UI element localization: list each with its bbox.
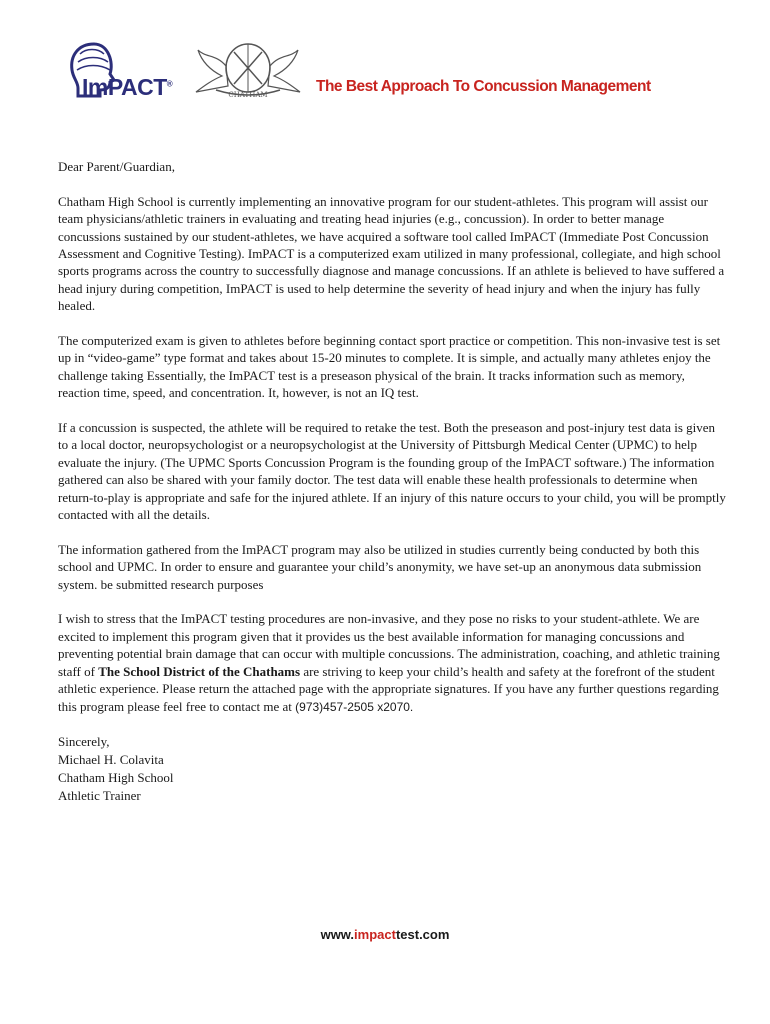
chatham-seal-icon [188, 36, 308, 100]
paragraph-concussion: If a concussion is suspected, the athlete will be required to retake the test. Both the preseason and post-injury test data is given to a local doctor, neuropsychologist or a neuropsychologist at the University of Pittsburgh Medical Center (UPMC) to help evaluate the injury. (The UPMC Sports Concussion Program is the founding group of the ImPACT software.) The information gathered can also be shared with your family doctor. The test data will enable these health professionals to determine when return-to-play is appropriate and safe for the injured athlete. If an injury of this nature occurs to your child, you will be promptly contacted with all the details. [58, 420, 726, 523]
signature-block [58, 733, 726, 805]
paragraph-closing [58, 610, 726, 715]
paragraph-intro: Chatham High School is currently implementing an innovative program for our student-athletes. This program will assist our team physicians/athletic trainers in evaluating and treating head injuries (e.g., concussion). In order to better manage concussions sustained by our student-athletes, we have acquired a software tool called ImPACT (Immediate Post Concussion Assessment and Cognitive Testing). ImPACT is a computerized exam utilized in many professional, collegiate, and high school sports programs across the country to successfully diagnose and manage concussions. If an athlete is believed to have suffered a head injury during competition, ImPACT is used to help determine the severity of head injury and when the injury has fully healed. [58, 193, 725, 314]
paragraph-closing-text-a: I wish to stress that the ImPACT testing procedures are non-invasive, and they pose no risks to your student-athlete. We are excited to implement this program given that it provides us the best available information for managing concussions and preventing potential brain damage that can occur with multiple concussions. The administration, coaching, and athletic training staff of [58, 611, 720, 679]
footer-url-highlight: impact [354, 927, 396, 942]
signer-name: Michael H. Colavita [58, 752, 164, 768]
closing: Sincerely, [58, 734, 110, 750]
paragraph-exam: The computerized exam is given to athletes before beginning contact sport practice or competition. This non-invasive test is set up in “video-game” type format and takes about 15-20 minutes to complete. It is simple, and actually many athletes enjoy the challenge taking Essentially, the ImPACT test is a preseason physical of the brain. It tracks information such as memory, reaction time, speed, and concentration. It, however, is not an IQ test. [58, 333, 721, 401]
district-name: The School District of the Chathams [98, 663, 301, 679]
contact-phone: (973)457-2505 x2070. [295, 699, 414, 714]
signer-title: Athletic Trainer [58, 788, 141, 804]
salutation: Dear Parent/Guardian, [58, 159, 175, 174]
seal-label: CHATHAM [228, 91, 268, 99]
paragraph-closing-text-b: are striving to keep your child’s health and safety at the forefront of the student athletic experience. Please return the attached page with the appropriate signatures. If you have any further questions regarding this program please feel free to contact me at [58, 663, 719, 714]
footer-url-prefix: www. [320, 927, 355, 942]
signer-organization: Chatham High School [58, 770, 174, 786]
footer-website[interactable] [0, 927, 770, 942]
impact-logo-text: ImPACT® [82, 74, 173, 100]
letter-body [58, 158, 726, 805]
tagline: The Best Approach To Concussion Management [316, 78, 651, 95]
footer-url-suffix: test.com [395, 927, 450, 942]
paragraph-studies: The information gathered from the ImPACT program may also be utilized in studies currently being conducted by both this school and UPMC. In order to ensure and guarantee your child’s anonymity, we have set-up an anonymous data submission system. be submitted research purposes [58, 541, 702, 592]
letterhead [56, 36, 651, 106]
